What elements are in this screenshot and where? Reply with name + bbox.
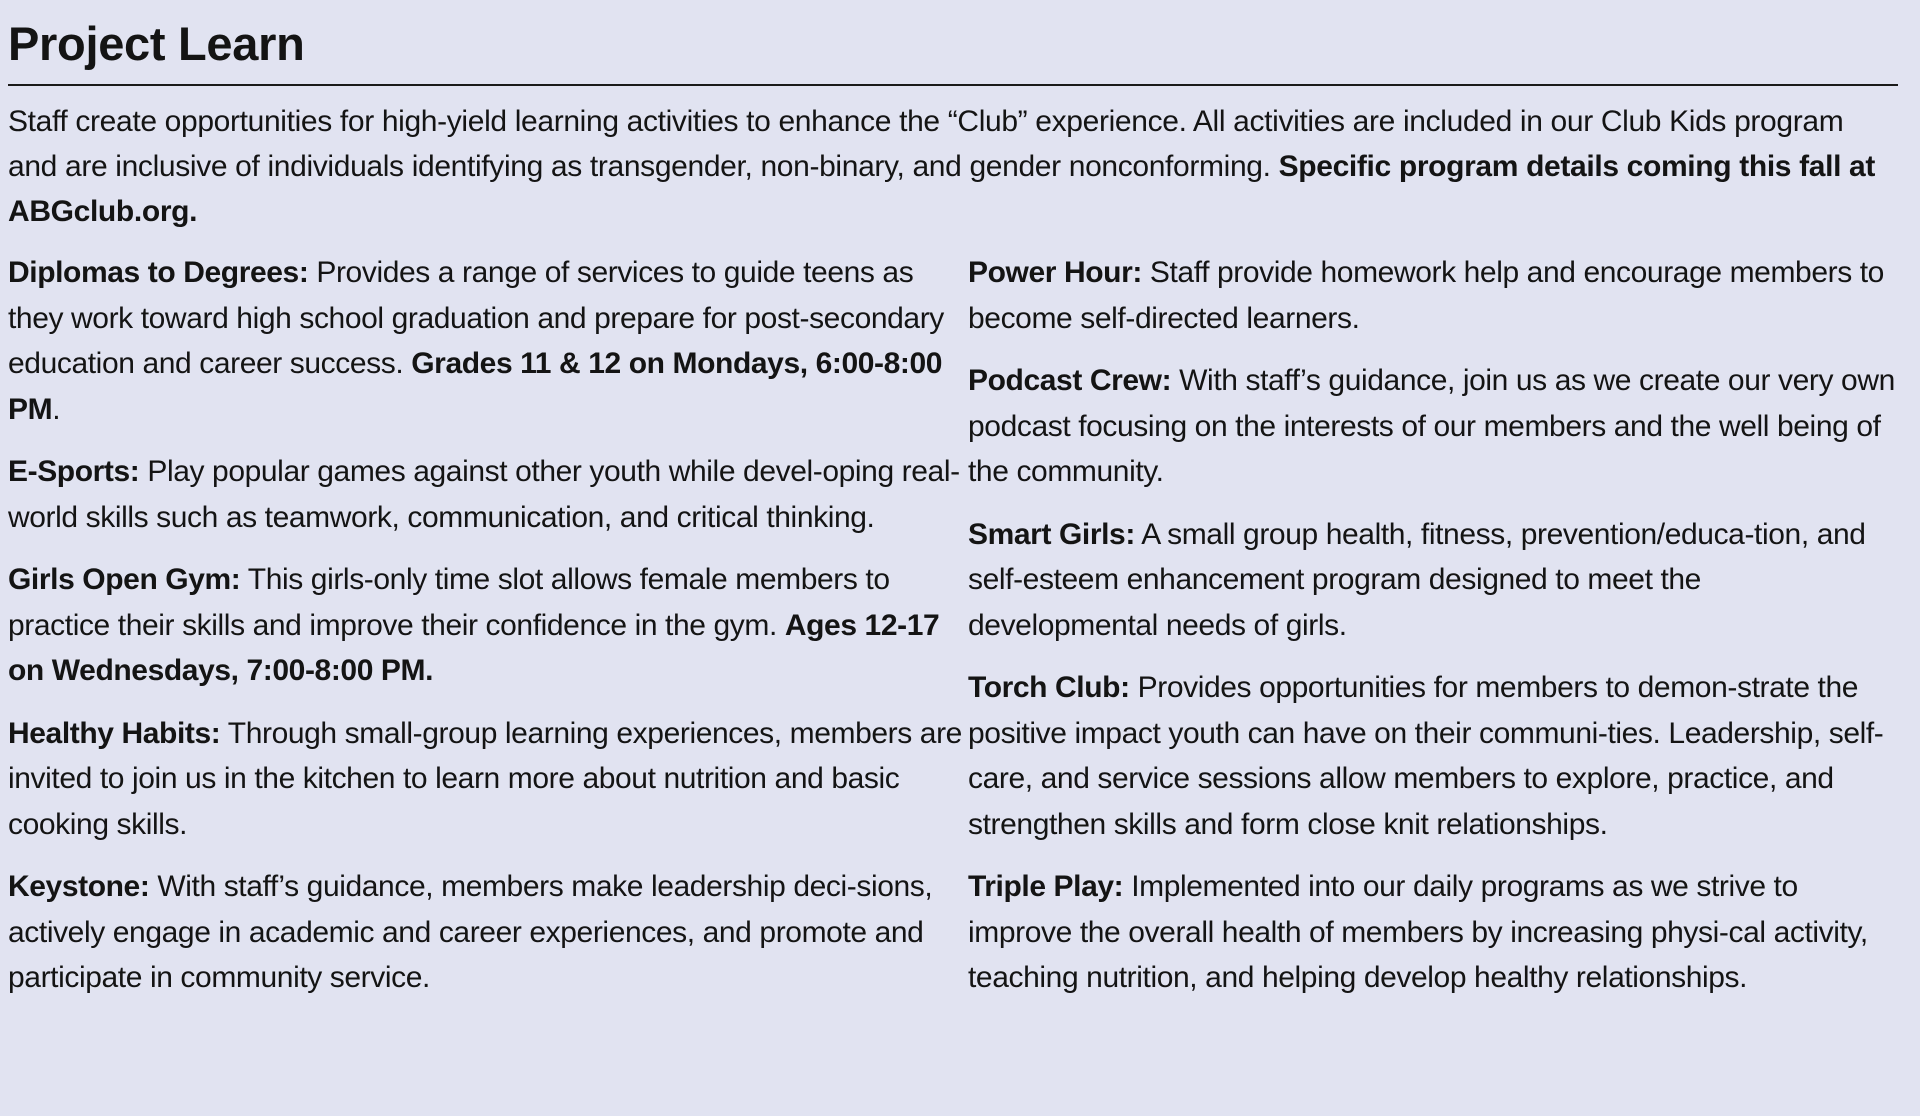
program-description: With staff’s guidance, join us as we create our very own podcast focusing on the interests of our members and the well being of the community. [968, 364, 1895, 488]
program-description: Play popular games against other youth while devel-oping real-world skills such as teamwork, communication, and critical thinking. [8, 455, 960, 534]
program-girls-open-gym [8, 557, 968, 694]
program-description: Implemented into our daily programs as we strive to improve the overall health of members by increasing physi-cal activity, teaching nutrition, and helping develop healthy relationships. [968, 870, 1868, 994]
program-label: Smart Girls: [968, 517, 1135, 551]
program-columns [8, 250, 1898, 1018]
program-label: Diplomas to Degrees: [8, 256, 309, 289]
program-schedule: Ages 12-17 on Wednesdays, 7:00-8:00 PM. [8, 608, 940, 687]
program-torch-club [968, 665, 1898, 847]
program-description: A small group health, fitness, prevention/educa-tion, and self-esteem enhancement program designed to meet the developmental needs of girls. [968, 517, 1866, 642]
intro-program-details: Specific program details coming this fall at ABGclub.org. [8, 150, 1876, 228]
program-description: Provides a range of services to guide teens as they work toward high school graduation and prepare for post-secondary education and career success. [8, 256, 944, 380]
program-podcast-crew [968, 358, 1898, 495]
program-description: Provides opportunities for members to demon-strate the positive impact youth can have on their communi-ties. Leadership, self-care, and service sessions allow members to explore, practice, and strengthen skills and form close knit relationships. [968, 671, 1884, 841]
right-column [968, 250, 1898, 1018]
program-label: Healthy Habits: [8, 716, 221, 750]
left-column [8, 250, 968, 1018]
intro-text: Staff create opportunities for high-yield learning activities to enhance the “Club” experience. All activities are included in our Club Kids program and are inclusive of individuals identifying as transgender, non-binary, and gender nonconforming. [8, 105, 1844, 183]
program-tail: . [52, 392, 61, 426]
program-description: Through small-group learning experiences, members are invited to join us in the kitchen to learn more about nutrition and basic cooking skills. [8, 716, 962, 841]
program-label: Power Hour: [968, 256, 1142, 289]
program-description: With staff’s guidance, members make leadership deci-sions, actively engage in academic and career experiences, and promote and participate in community service. [8, 870, 933, 994]
program-healthy-habits [8, 711, 968, 848]
program-diplomas-to-degrees [8, 250, 968, 432]
section-title: Project Learn [8, 17, 305, 70]
program-e-sports [8, 449, 968, 540]
program-label: Torch Club: [968, 671, 1130, 704]
program-power-hour [968, 250, 1898, 341]
program-description: Staff provide homework help and encourage members to become self-directed learners. [968, 256, 1884, 335]
program-smart-girls [968, 512, 1898, 649]
program-label: Triple Play: [968, 870, 1124, 903]
title-divider [8, 84, 1898, 86]
program-keystone [8, 864, 968, 1001]
program-label: E-Sports: [8, 455, 140, 488]
intro-paragraph [8, 99, 1898, 234]
program-triple-play [968, 864, 1898, 1001]
program-label: Podcast Crew: [968, 364, 1172, 397]
program-schedule: Grades 11 & 12 on Mondays, 6:00-8:00 PM [8, 347, 943, 426]
program-label: Keystone: [8, 870, 150, 903]
program-description: This girls-only time slot allows female members to practice their skills and improve their confidence in the gym. [8, 563, 890, 642]
program-label: Girls Open Gym: [8, 563, 241, 596]
